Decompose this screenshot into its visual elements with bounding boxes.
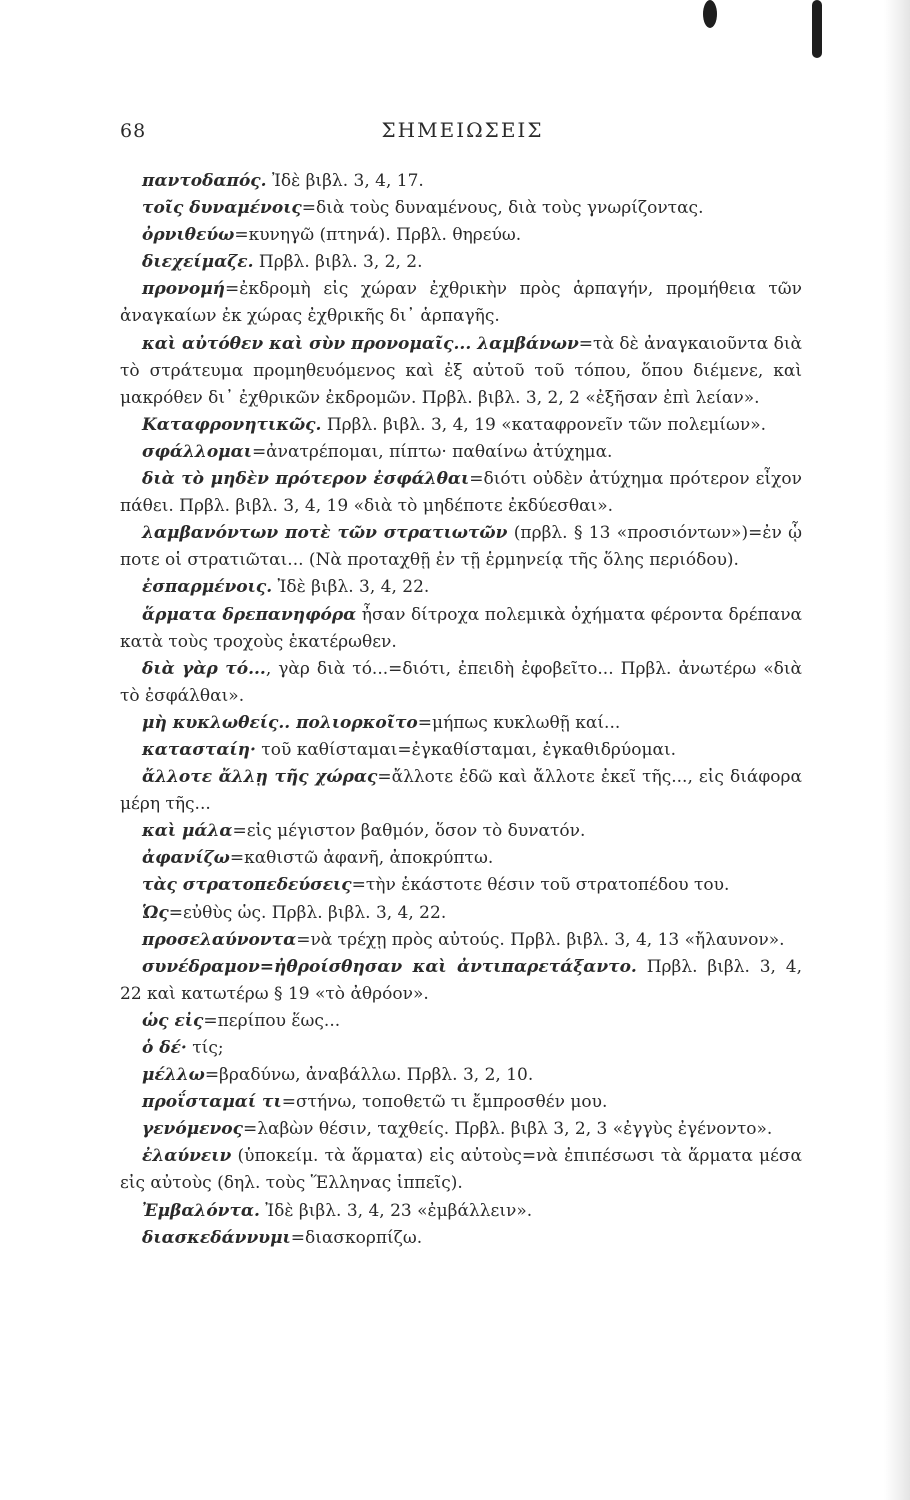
note-text: =ἄλλοτε ἐδῶ καὶ ἄλλοτε ἐκεῖ τῆς..., εἰς διάφορα μέρη τῆς... [120,767,802,815]
note-entry [120,1116,802,1143]
note-term: προνομή [142,279,226,300]
note-entry [120,276,802,330]
note-entry [120,331,802,412]
note-entry [120,1035,802,1062]
note-text: Ἰδὲ βιβλ. 3, 4, 22. [272,577,430,598]
note-text: =κυνηγῶ (πτηνά). Πρβλ. θηρεύω. [234,225,522,246]
ink-stain-dot [812,0,822,58]
note-text: Πρβλ. βιβλ. 3, 4, 19 «καταφρονεῖν τῶν πολεμίων». [321,414,767,435]
note-term: παντοδαπός. [142,171,267,191]
note-entry [120,1143,802,1197]
notes-body [120,168,802,1252]
note-entry [120,602,802,656]
note-text: =ἐκδρομὴ εἰς χώραν ἐχθρικὴν πρὸς ἁρπαγήν, προμήθεια τῶν ἀναγκαίων ἐκ χώρας ἐχθρικῆς δι᾽ ἁρπαγῆς. [120,279,802,327]
note-text: =βραδύνω, ἀναβάλλω. Πρβλ. 3, 2, 10. [204,1065,534,1086]
note-text: Ἰδὲ βιβλ. 3, 4, 17. [266,171,424,191]
note-term: τοῖς δυναμένοις [142,198,302,219]
note-text: Πρβλ. βιβλ. 3, 2, 2. [253,252,423,273]
note-entry [120,1198,802,1225]
note-entry [120,656,802,710]
note-entry [120,900,802,927]
note-text: =νὰ τρέχῃ πρὸς αὐτούς. Πρβλ. βιβλ. 3, 4, 13 «ἤλαυνον». [296,929,785,950]
note-text: =μήπως κυκλωθῇ καί... [417,712,621,733]
note-term: σφάλλομαι [142,441,252,462]
note-term: διεχείμαζε. [142,252,254,273]
note-text: =τὰ δὲ ἀναγκαιοῦντα διὰ τὸ στράτευμα προμηθευόμενος καὶ ἐξ αὐτοῦ τοῦ τόπου, ὅπου διέμενε, καὶ μακρόθεν δι᾽ ἐχθρικῶν ἐκδρομῶν. Πρβλ. βιβλ. 3, 2, 2 «ἐξῆσαν ἐπὶ λείαν». [120,333,802,408]
note-term: ἐσπαρμένοις. [142,577,273,598]
note-text: =εὐθὺς ὡς. Πρβλ. βιβλ. 3, 4, 22. [168,902,447,923]
note-term: διὰ τὸ μηδὲν πρότερον ἐσφάλθαι [142,469,470,490]
note-text: =ἀνατρέπομαι, πίπτω· παθαίνω ἀτύχημα. [251,441,613,462]
note-entry [120,1089,802,1116]
note-text: =τὴν ἑκάστοτε θέσιν τοῦ στρατοπέδου του. [351,875,730,896]
note-term: ἅρματα δρεπανηφόρα [142,604,357,625]
note-entry [120,764,802,818]
note-entry [120,737,802,764]
note-entry [120,195,802,222]
note-term: λαμβανόντων ποτὲ τῶν στρατιωτῶν [142,523,508,544]
note-term: καὶ μάλα [142,821,233,842]
note-entry [120,1062,802,1089]
note-entry [120,222,802,249]
note-text: =λαβὼν θέσιν, ταχθείς. Πρβλ. βιβλ 3, 2, 3 «ἐγγὺς ἐγένοντο». [242,1119,773,1140]
note-term: Ὡς [142,902,169,923]
note-term: γενόμενος [142,1119,243,1140]
note-entry [120,845,802,872]
note-text: =διὰ τοὺς δυναμένους, διὰ τοὺς γνωρίζοντας. [301,198,704,219]
note-entry [120,954,802,1008]
page-header [120,118,805,148]
note-text: ἦσαν δίτροχα πολεμικὰ ὀχήματα φέροντα δρέπανα κατὰ τοὺς τροχοὺς ἑκατέρωθεν. [120,604,803,652]
note-entry [120,412,802,439]
note-term: συνέδραμον=ἠθροίσθησαν καὶ ἀντιπαρετάξαντο. [142,956,637,977]
note-entry [120,466,802,520]
note-text: (ὑποκείμ. τὰ ἅρματα) εἰς αὐτοὺς=νὰ ἐπιπέσωσι τὰ ἅρματα μέσα εἰς αὐτοὺς (δηλ. τοὺς Ἕλληνας ἱππεῖς). [120,1146,802,1194]
note-text: Πρβλ. βιβλ. 3, 4, 22 καὶ κατωτέρω § 19 «τὸ ἀθρόον». [120,956,802,1004]
note-entry [120,168,802,195]
note-term: μέλλω [142,1065,205,1086]
note-term: ὀρνιθεύω [142,225,235,246]
note-term: μὴ κυκλωθείς.. πολιορκοῖτο [142,712,418,733]
ink-stain-mark [703,0,717,28]
note-text: , γὰρ διὰ τό...=διότι, ἐπειδὴ ἐφοβεῖτο... Πρβλ. ἀνωτέρω «διὰ τὸ ἐσφάλθαι». [120,658,802,706]
note-entry [120,710,802,737]
note-term: προΐσταμαί τι [142,1092,282,1113]
note-entry [120,520,802,574]
note-term: ὡς εἰς [142,1010,204,1031]
note-term: ἀφανίζω [142,848,230,869]
note-entry [120,818,802,845]
note-text: Ἰδὲ βιβλ. 3, 4, 23 «ἐμβάλλειν». [259,1200,533,1221]
note-entry [120,249,802,276]
note-text: τοῦ καθίσταμαι=ἐγκαθίσταμαι, ἐγκαθιδρύομαι. [255,739,677,760]
note-entry [120,574,802,601]
note-term: καὶ αὐτόθεν καὶ σὺν προνομαῖς... λαμβάνων [142,333,579,354]
note-entry [120,439,802,466]
note-text: =διασκορπίζω. [290,1227,423,1248]
note-text: =εἰς μέγιστον βαθμόν, ὅσον τὸ δυνατόν. [232,821,586,842]
note-text: τίς; [186,1038,224,1058]
note-term: Καταφρονητικῶς. [142,414,322,435]
note-entry [120,1008,802,1035]
note-term: προσελαύνοντα [142,929,297,950]
note-text: =περίπου ἕως... [203,1010,341,1031]
note-text: =στήνω, τοποθετῶ τι ἔμπροσθέν μου. [281,1092,608,1113]
page-number: 68 [120,120,147,142]
running-head: ΣΗΜΕΙΩΣΕΙΣ [381,118,544,142]
note-term: διασκεδάννυμι [142,1227,291,1248]
note-term: ὁ δέ· [142,1038,187,1058]
note-entry [120,1225,802,1252]
page-edge-shadow [884,0,910,1500]
note-text: (πρβλ. § 13 «προσιόντων»)=ἐν ᾧ ποτε οἱ στρατιῶται... (Νὰ προταχθῇ ἐν τῇ ἑρμηνείᾳ τῆς ὅλης περιόδου). [120,523,802,571]
note-term: Ἐμβαλόντα. [142,1200,260,1221]
note-text: =καθιστῶ ἀφανῆ, ἀποκρύπτω. [229,848,494,869]
note-entry [120,927,802,954]
note-entry [120,872,802,899]
note-term: τὰς στρατοπεδεύσεις [142,875,352,896]
note-term: ἐλαύνειν [142,1146,232,1167]
note-term: ἄλλοτε ἄλλῃ τῆς χώρας [142,767,378,788]
note-text: =διότι οὐδὲν ἀτύχημα πρότερον εἶχον πάθει. Πρβλ. βιβλ. 3, 4, 19 «διὰ τὸ μηδέποτε ἐκδύεσθαι». [120,469,802,517]
note-term: διὰ γὰρ τό... [142,658,266,679]
note-term: κατασταίη· [142,739,256,760]
